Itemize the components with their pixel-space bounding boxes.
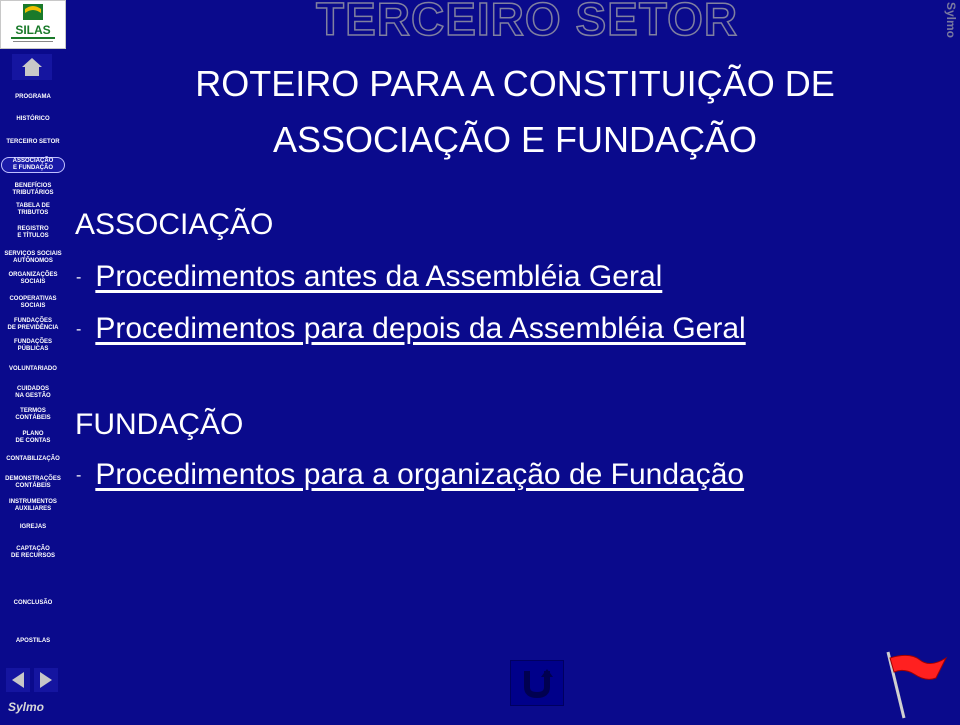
return-button[interactable] (510, 660, 564, 706)
sidebar-item[interactable]: PLANO DE CONTAS (15, 431, 51, 444)
sidebar-item[interactable]: VOLUNTARIADO (9, 366, 57, 372)
sidebar-item[interactable]: IGREJAS (19, 524, 47, 530)
title-line-1: ROTEIRO PARA A CONSTITUIÇÃO DE (195, 63, 835, 104)
sidebar-item[interactable]: ORGANIZAÇÕES SOCIAIS (8, 272, 58, 285)
sidebar-item[interactable]: INSTRUMENTOS AUXILIARES (9, 499, 57, 512)
bullet-dash: - (76, 269, 82, 287)
sidebar-item[interactable]: CONTABILIZAÇÃO (6, 456, 60, 462)
footer-brand: Sylmo (8, 700, 45, 714)
sidebar-item[interactable]: TABELA DE TRIBUTOS (16, 203, 50, 216)
sidebar-nav (0, 0, 66, 720)
vertical-brand: Sylmo (944, 2, 958, 39)
next-arrow-icon[interactable] (34, 668, 58, 692)
list-item (76, 312, 746, 346)
section-watermark: TERCEIRO SETOR (316, 0, 739, 45)
flag-icon[interactable] (880, 650, 950, 725)
sidebar-item[interactable]: BENEFÍCIOS TRIBUTÁRIOS (12, 183, 54, 196)
nav-arrows (6, 668, 58, 692)
sidebar-item[interactable]: ASSOCIAÇÃO E FUNDAÇÃO (1, 157, 65, 173)
sidebar-item[interactable]: COOPERATIVAS SOCIAIS (9, 296, 57, 309)
logo-text: SILAS (15, 23, 51, 37)
previous-arrow-icon[interactable] (6, 668, 30, 692)
sidebar-item[interactable]: CONCLUSÃO (13, 600, 53, 606)
sidebar-item[interactable]: PROGRAMA (15, 94, 51, 100)
sidebar-item[interactable]: REGISTRO E TÍTULOS (17, 226, 49, 239)
section-heading-associacao: ASSOCIAÇÃO (75, 208, 274, 241)
sidebar-item[interactable]: CAPTAÇÃO DE RECURSOS (10, 546, 55, 559)
sidebar-item[interactable]: CUIDADOS NA GESTÃO (15, 386, 51, 399)
title-line-2: ASSOCIAÇÃO E FUNDAÇÃO (272, 119, 758, 160)
sidebar-item[interactable]: APOSTILAS (15, 638, 51, 644)
return-icon (511, 661, 563, 705)
list-item (76, 458, 744, 492)
silas-logo[interactable] (0, 0, 66, 49)
sidebar-item[interactable]: SERVIÇOS SOCIAIS AUTÔNOMOS (4, 251, 62, 264)
sidebar-item[interactable]: TERMOS CONTÁBEIS (15, 408, 51, 421)
list-item (76, 260, 662, 294)
link-procedimentos-fundacao[interactable]: Procedimentos para a organização de Fundação (95, 458, 745, 491)
sidebar-item[interactable]: HISTÓRICO (16, 116, 50, 122)
section-heading-fundacao: FUNDAÇÃO (75, 408, 244, 441)
link-procedimentos-antes[interactable]: Procedimentos antes da Assembléia Geral (95, 260, 663, 293)
sidebar-item[interactable]: DEMONSTRAÇÕES CONTÁBEIS (5, 476, 61, 489)
sidebar-item[interactable]: TERCEIRO SETOR (6, 139, 60, 145)
sidebar-item[interactable]: FUNDAÇÕES PÚBLICAS (13, 339, 52, 352)
sidebar-item[interactable]: FUNDAÇÕES DE PREVIDÊNCIA (7, 318, 59, 331)
bullet-dash: - (76, 467, 82, 485)
page-title (100, 56, 930, 168)
home-icon[interactable] (12, 54, 52, 80)
link-procedimentos-depois[interactable]: Procedimentos para depois da Assembléia Geral (95, 312, 746, 345)
bullet-dash: - (76, 321, 82, 339)
